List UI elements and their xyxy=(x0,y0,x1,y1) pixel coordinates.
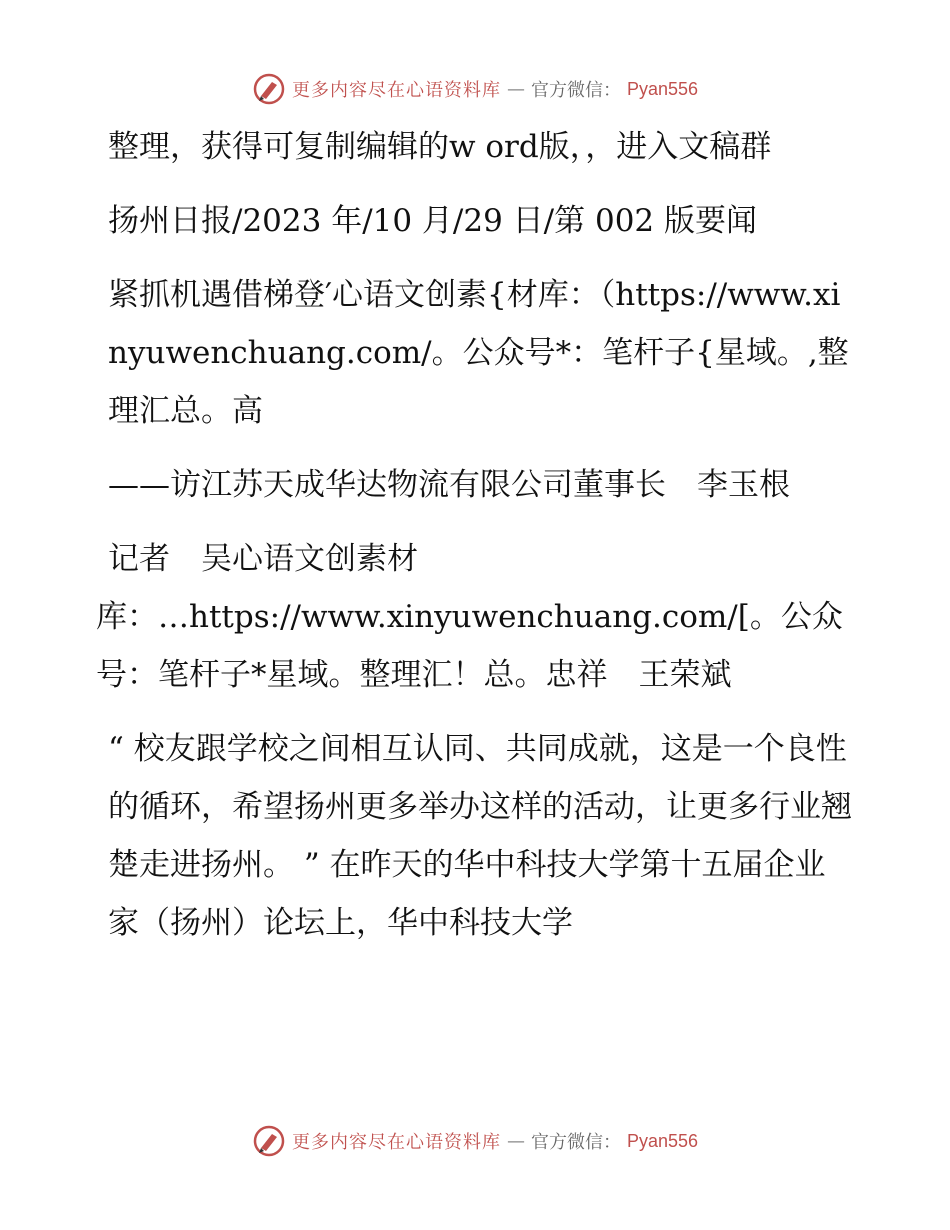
watermark-text: 更多内容尽在心语资料库 xyxy=(291,1132,501,1153)
watermark-text: 更多内容尽在心语资料库 xyxy=(291,80,501,101)
brush-logo-icon xyxy=(252,72,286,106)
watermark-label: 官方微信： xyxy=(530,1132,621,1153)
paragraph-body: “ 校友跟学校之间相互认同、共同成就，这是一个良性的循环，希望扬州更多举办这样的活动，让更多行业翘楚走进扬州。 ” 在昨天的华中科技大学第十五届企业家（扬州）论坛上，华中科技大学 xyxy=(108,731,852,941)
paragraph-title: 紧抓机遇借梯登′心语文创素{材库：（https://www.xinyuwenchuang.com/。公众号*：笔杆子{星域。,整理汇总。高 xyxy=(108,277,849,429)
watermark-id: Pyan556 xyxy=(626,78,699,99)
paragraph-reporter: 记者 吴心语文创素材 xyxy=(108,541,418,577)
watermark-id: Pyan556 xyxy=(626,1130,699,1151)
watermark-dash: — xyxy=(506,78,525,100)
watermark-dash: — xyxy=(506,1130,525,1152)
footer-watermark xyxy=(0,1124,950,1158)
paragraph-1: 整理，获得可复制编辑的w ord版，，进入文稿群 xyxy=(108,129,772,165)
brush-logo-icon xyxy=(252,1124,286,1158)
header-watermark xyxy=(0,72,950,106)
paragraph-subtitle: ——访江苏天成华达物流有限公司董事长 李玉根 xyxy=(108,467,790,503)
paragraph-dateline: 扬州日报/2023 年/10 月/29 日/第 002 版要闻 xyxy=(108,203,758,239)
paragraph-reporter-cont: 库：…https://www.xinyuwenchuang.com/[。公众号：笔杆子*星域。整理汇！总。忠祥 王荣斌 xyxy=(96,599,843,693)
document-body xyxy=(96,118,856,968)
watermark-label: 官方微信： xyxy=(530,80,621,101)
